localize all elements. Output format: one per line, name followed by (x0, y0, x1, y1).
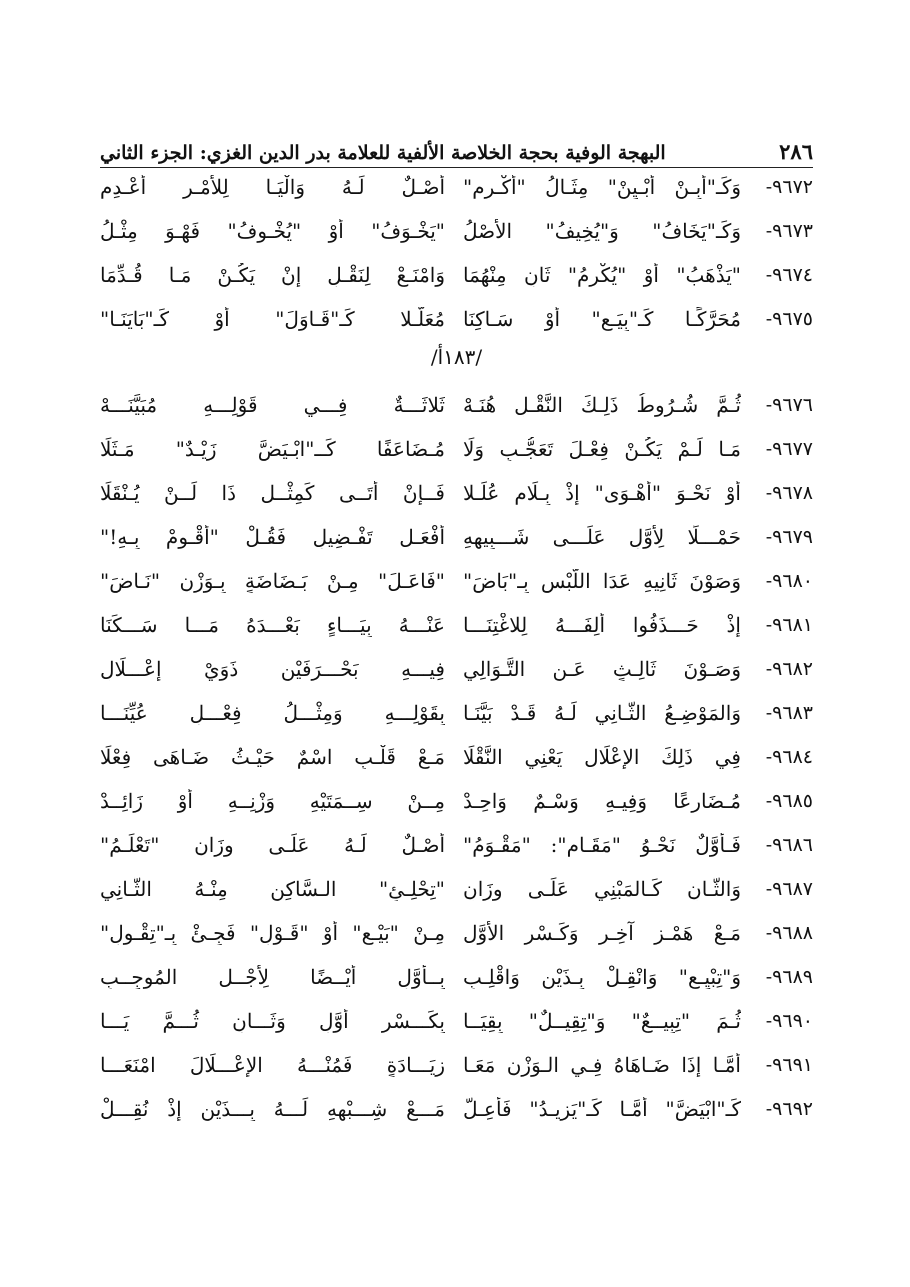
verse-first-hemistich: "يَذْهَبُ" أَوْ "يُكْرِمُ" ثَانٍ مِنْهُمَا (463, 263, 741, 287)
verse-line (100, 427, 813, 471)
verse-second-hemistich: بِكَـــسْرِ أَوَّلٍ وَثَـــانٍ ثُـــمَّ يَـــا (100, 1009, 445, 1033)
verse-first-hemistich: فَـأَوَّلٌ نَحْـوُ "مَقَـامٍ": "مَقْـوَمُ" (463, 833, 741, 857)
verse-first-hemistich: وَكَـ"أَبِـنْ أَبْـيِنْ" مِثَـالُ "أَكْـرِمِ" (463, 175, 741, 199)
verse-line (100, 823, 813, 867)
verse-number: ٩٦٧٤- (765, 264, 813, 286)
verse-first-hemistich: كَـ"ابْيَضَّ" أَمَّـا كَـ"يَزِيـدُ" فَأُعِـلّ (463, 1097, 741, 1121)
verse-number: ٩٦٧٥- (765, 308, 813, 330)
verse-number: ٩٦٨٣- (765, 702, 813, 724)
verse-number: ٩٦٩١- (765, 1054, 813, 1076)
verse-number: ٩٦٧٩- (765, 526, 813, 548)
verse-first-hemistich: أَوْ نَحْـوَ "أَهْـوَى" إِذْ بِـلَامٍ عُلِّـلا (463, 481, 741, 505)
verse-line (100, 471, 813, 515)
verse-line (100, 779, 813, 823)
verse-first-hemistich: مُحَرَّكًـا كَـ"بِيَـعٍ" أَوْ سَـاكِنَا (463, 307, 741, 331)
verse-line (100, 603, 813, 647)
verse-line (100, 165, 813, 209)
verse-first-hemistich: أَمَّـا إِذَا ضَـاهَاهُ فِـي الـوَزْنِ مَعَـا (463, 1053, 741, 1077)
verse-line (100, 1087, 813, 1131)
verse-line (100, 955, 813, 999)
verse-second-hemistich: مِــنْ سِــمَتَيْهِ وَزْنِــهِ أَوْ زَائِــدْ (100, 789, 445, 813)
verse-number: ٩٦٩٠- (765, 1010, 813, 1032)
verse-first-hemistich: ثُـمَّ شُـرُوطُ ذَلِـكَ النَّقْـلِ هُنَـهْ (463, 393, 741, 417)
verse-line (100, 209, 813, 253)
verse-second-hemistich: عَنْـــهُ بِيَـــاءٍ بَعْـــدَهُ مَـــا سَـــكَنَا (100, 613, 445, 637)
verse-second-hemistich: مَـــعْ شِـــبْهِهِ لَـــهُ بِـــذَيْنِ إِذْ نُقِـــلْ (100, 1097, 445, 1121)
verse-second-hemistich: فِيـــهِ بَحْـــرَفَيْنِ ذَوَيْ إِعْـــلَالِ (100, 657, 445, 681)
verse-second-hemistich: "تِحْلِـئٍ" الـسَّاكِنِ مِنْـهُ الثَّـانِي (100, 877, 445, 901)
verse-number: ٩٦٨٧- (765, 878, 813, 900)
page-header (100, 124, 813, 164)
verse-second-hemistich: "فَاعَـلَ" مِـنْ بَـضَاضَةٍ بِـوَزْنِ "نَـاضَ" (100, 569, 445, 593)
verse-second-hemistich: أَصْـلٌ لَـهُ عَلَـى وِزَانِ "تَعْلَـمُ" (100, 833, 445, 857)
verse-first-hemistich: مَـعْ هَمْـزٍ آخِـرٍ وَكَـسْرِ الأَوَّلِ (463, 921, 741, 945)
verse-number: ٩٦٩٢- (765, 1098, 813, 1120)
verse-number: ٩٦٨٢- (765, 658, 813, 680)
verse-number: ٩٦٨٠- (765, 570, 813, 592)
verse-number: ٩٦٨٨- (765, 922, 813, 944)
verse-line (100, 383, 813, 427)
verse-first-hemistich: فِي ذَلِكَ الإِعْلَالِ يَعْنِي النَّقْلَا (463, 745, 741, 769)
verse-first-hemistich: مُـضَارِعًا وَفِيـهِ وَسْـمٌ وَاحِـدْ (463, 789, 741, 813)
verse-first-hemistich: وَالثَّـانِ كَـالمَبْنِي عَلَـى وِزَانِ (463, 877, 741, 901)
verse-line (100, 559, 813, 603)
verse-first-hemistich: وَكَـ"يَخَافُ" وَ"يُخِيفُ" الأَصْلُ (463, 219, 741, 243)
verse-line (100, 691, 813, 735)
verse-second-hemistich: وَامْنَـعْ لِنَقْـلٍ إِنْ يَكُـنْ مَـا قُـدِّمَا (100, 263, 445, 287)
verse-first-hemistich: وَ"تِبْيِـعٍ" وَانْقِـلْ بِـذَيْنِ وَاقْلِـبِ (463, 965, 741, 989)
verse-line (100, 253, 813, 297)
running-title: البهجة الوفية بحجة الخلاصة الألفية للعلامة بدر الدين الغزي: الجزء الثاني (100, 142, 666, 164)
verse-number: ٩٦٧٧- (765, 438, 813, 460)
verse-number: ٩٦٨١- (765, 614, 813, 636)
verse-second-hemistich: فَــإِنْ أَتَــى كَمِثْــلِ ذَا لَــنْ يُـنْقَلَا (100, 481, 445, 505)
verse-number: ٩٦٨٦- (765, 834, 813, 856)
verse-second-hemistich: بِقَوْلِـــهِ وَمِثْـــلُ فِعْـــلٍ عُيِّنَـــا (100, 701, 445, 725)
verse-line (100, 1043, 813, 1087)
verse-number: ٩٦٨٤- (765, 746, 813, 768)
verse-number: ٩٦٧٦- (765, 394, 813, 416)
verse-number: ٩٦٧٢- (765, 176, 813, 198)
verse-first-hemistich: وَصَـوْنَ ثَالِـثٍ عَـنِ التَّـوَالِي (463, 657, 741, 681)
verse-second-hemistich: أَفْعَـلِ تَفْـضِيلٍ فَقُـلْ "أَقْـوِمْ بِـهِ!" (100, 525, 445, 549)
verse-second-hemistich: مُعَلًّـلا كَـ"قَـاوَلَ" أَوْ كَـ"بَايَنَـا" (100, 307, 445, 331)
verse-line (100, 735, 813, 779)
verse-line (100, 297, 813, 341)
verse-second-hemistich: زِيَـــادَةٍ فَمُنْـــهُ الإِعْـــلَالَ امْنَعَـــا (100, 1053, 445, 1077)
verse-number: ٩٦٧٨- (765, 482, 813, 504)
verse-line (100, 867, 813, 911)
page-number: ٢٨٦ (779, 139, 813, 164)
verse-line (100, 647, 813, 691)
verse-first-hemistich: وَصَوْنَ ثَانِيهِ عَدَا اللَّبْسِ بِـ"بَاضَ" (463, 569, 741, 593)
verse-line (100, 999, 813, 1043)
verse-second-hemistich: مَـعْ قَلْـبٍ اسْمٌ حَيْـثُ ضَـاهَى فِعْلَا (100, 745, 445, 769)
verse-number: ٩٦٨٥- (765, 790, 813, 812)
verse-number: ٩٦٨٩- (765, 966, 813, 988)
verse-first-hemistich: وَالمَوْضِـعُ الثَّـانِي لَـهُ قَـدْ بَيَّنَـا (463, 701, 741, 725)
verse-second-hemistich: ثَلاثَـــةٌ فِـــي قَوْلِـــهِ مُبَيَّنَـــهْ (100, 393, 445, 417)
folio-marker: /١٨٣أ/ (430, 345, 483, 369)
verse-second-hemistich: مِـنْ "بَيْـعٍ" أَوْ "قَـوْلٍ" فَجِـئْ بِـ"تِقْـوِلٍ" (100, 921, 445, 945)
verse-second-hemistich: أَصْـلٌ لَـهُ وَالْيَـا لِلأَمْـرِ أَعْـدِمِ (100, 175, 445, 199)
verse-number: ٩٦٧٣- (765, 220, 813, 242)
verse-second-hemistich: بِــأَوَّلٍ أَيْــضًا لِأَجْــلِ المُوجِــبِ (100, 965, 445, 989)
verse-first-hemistich: حَمْـــلًا لِأَوَّلٍ عَلَـــى شَـــبِيهِهِ (463, 525, 741, 549)
verse-first-hemistich: إِذْ حَـــذَفُوا أَلِفَـــهُ لِلاغْتِنَـــا (463, 613, 741, 637)
verse-line (100, 515, 813, 559)
verse-second-hemistich: مُـضَاعَفًا كَــ"ابْـيَضَّ زَيْـدٌ" مَـثَلَا (100, 437, 445, 461)
verse-line (100, 911, 813, 955)
verse-second-hemistich: "يَخْـوَفُ" أَوْ "يُخْـوِفُ" فَهْـوَ مِثْـلُ (100, 219, 445, 243)
verse-first-hemistich: مَـا لَـمْ يَكُـنْ فِعْـلَ تَعَجُّـبٍ وَلَا (463, 437, 741, 461)
verse-first-hemistich: ثُـمَ "تِبِيــعٌ" وَ"تِقِيــلٌ" بِقِيَــا (463, 1009, 741, 1033)
